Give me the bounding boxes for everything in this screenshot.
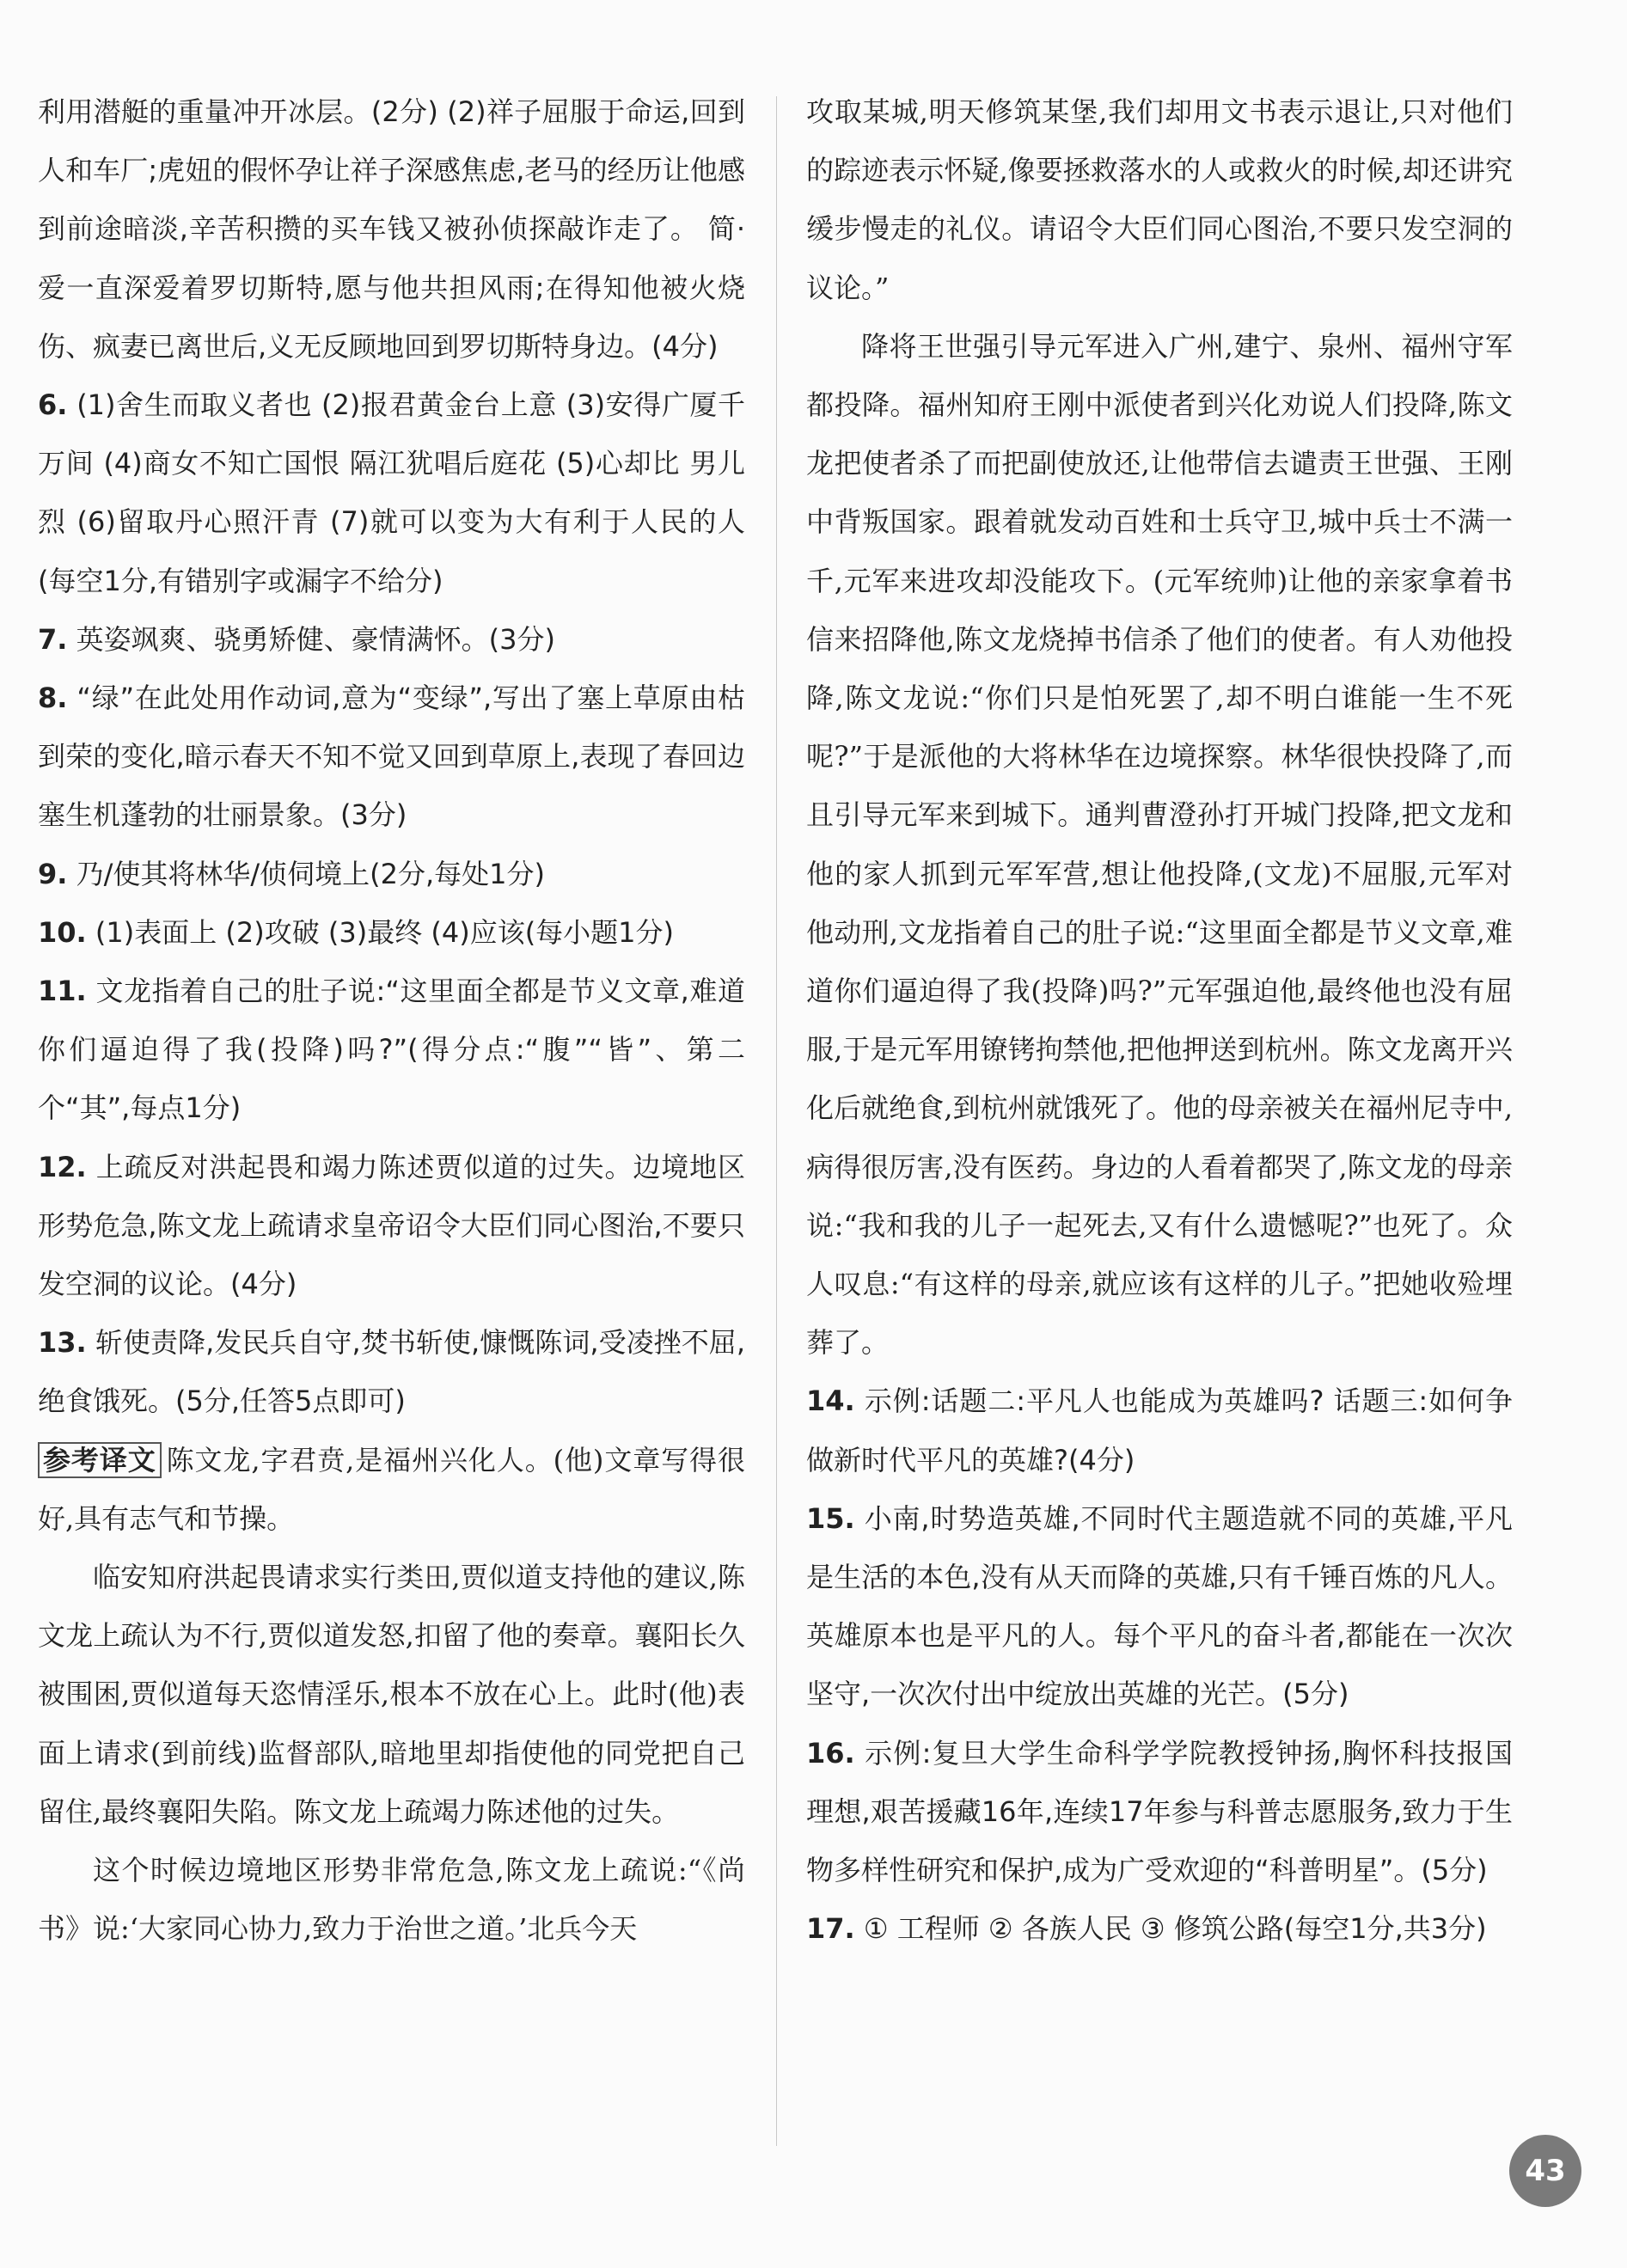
answer-12 (38, 1138, 745, 1314)
answer-text: 小南,时势造英雄,不同时代主题造就不同的英雄,平凡是生活的本色,没有从天而降的英雄,只有千锤百炼的凡人。英雄原本也是平凡的人。每个平凡的奋斗者,都能在一次次坚守,一次次付出中绽放出英雄的光芒。(5分) (806, 1501, 1513, 1711)
answer-14 (806, 1372, 1513, 1489)
question-number: 13. (38, 1326, 87, 1360)
answer-13 (38, 1313, 745, 1430)
answer-9 (38, 845, 745, 903)
question-number: 12. (38, 1150, 87, 1183)
answer-text: 示例:复旦大学生命科学学院教授钟扬,胸怀科技报国理想,艰苦援藏16年,连续17年参与科普志愿服务,致力于生物多样性研究和保护,成为广受欢迎的“科普明星”。(5分) (806, 1736, 1513, 1887)
question-number: 11. (38, 975, 87, 1008)
answer-text: “绿”在此处用作动词,意为“变绿”,写出了塞上草原由枯到荣的变化,暗示春天不知不觉又回到草原上,表现了春回边塞生机蓬勃的壮丽景象。(3分) (38, 682, 745, 832)
question-number: 17. (806, 1912, 855, 1946)
question-number: 15. (806, 1501, 855, 1535)
column-divider (776, 96, 777, 2146)
question-number: 16. (806, 1736, 855, 1770)
reference-translation-p4: 降将王世强引导元军进入广州,建宁、泉州、福州守军都投降。福州知府王刚中派使者到兴化劝说人们投降,陈文龙把使者杀了而把副使放还,让他带信去谴责王世强、王刚中背叛国家。跟着就发动百姓和士兵守卫,城中兵士不满一千,元军来进攻却没能攻下。(元军统帅)让他的亲家拿着书信来招降他,陈文龙烧掉书信杀了他们的使者。有人劝他投降,陈文龙说:“你们只是怕死罢了,却不明白谁能一生不死呢?”于是派他的大将林华在边境探察。林华很快投降了,而且引导元军来到城下。通判曹澄孙打开城门投降,把文龙和他的家人抓到元军军营,想让他投降,(文龙)不屈服,元军对他动刑,文龙指着自己的肚子说:“这里面全都是节义文章,难道你们逼迫得了我(投降)吗?”元军强迫他,最终他也没有屈服,于是元军用镣铐拘禁他,把他押送到杭州。陈文龙离开兴化后就绝食,到杭州就饿死了。他的母亲被关在福州尼寺中,病得很厉害,没有医药。身边的人看着都哭了,陈文龙的母亲说:“我和我的儿子一起死去,又有什么遗憾呢?”也死了。众人叹息:“有这样的母亲,就应该有这样的儿子。”把她收殓埋葬了。 (806, 329, 1513, 1360)
question-number: 9. (38, 857, 68, 890)
answer-text: 乃/使其将林华/侦伺境上(2分,每处1分) (76, 857, 546, 890)
answer-intro: 利用潜艇的重量冲开冰层。(2分) (2)祥子屈服于命运,回到人和车厂;虎妞的假怀孕让祥子深感焦虑,老马的经历让他感到前途暗淡,辛苦积攒的买车钱又被孙侦探敲诈走了。 简·爱一直深爱着罗切斯特,愿与他共担风雨;在得知他被火烧伤、疯妻已离世后,义无反顾地回到罗切斯特身边。(4分) (38, 95, 745, 363)
reference-translation-p1 (38, 1431, 745, 1548)
question-number: 8. (38, 682, 68, 715)
answer-15 (806, 1489, 1513, 1724)
answer-17 (806, 1899, 1513, 1958)
answer-11 (38, 962, 745, 1138)
paragraph-text: 陈文龙,字君贲,是福州兴化人。(他)文章写得很好,具有志气和节操。 (38, 1443, 745, 1535)
question-number: 10. (38, 915, 87, 949)
right-column (806, 83, 1513, 1959)
answer-6 (38, 376, 745, 610)
answer-text: (1)舍生而取义者也 (2)报君黄金台上意 (3)安得广厦千万间 (4)商女不知亡国恨 隔江犹唱后庭花 (5)心却比 男儿烈 (6)留取丹心照汗青 (7)就可以变为大有利于人民的人(每空1分,有错别字或漏字不给分) (38, 388, 745, 597)
question-number: 7. (38, 622, 68, 656)
reference-translation-p3-continued: 攻取某城,明天修筑某堡,我们却用文书表示退让,只对他们的踪迹表示怀疑,像要拯救落水的人或救火的时候,却还讲究缓步慢走的礼仪。请诏令大臣们同心图治,不要只发空洞的议论。” (806, 95, 1513, 304)
answer-text: 英姿飒爽、骁勇矫健、豪情满怀。(3分) (76, 622, 555, 656)
answer-text: 斩使责降,发民兵自守,焚书斩使,慷慨陈词,受凌挫不屈,绝食饿死。(5分,任答5点即可) (38, 1326, 745, 1418)
answer-7 (38, 610, 745, 669)
question-number: 14. (806, 1385, 855, 1418)
reference-translation-label: 参考译文 (38, 1442, 162, 1478)
answer-text: ① 工程师 ② 各族人民 ③ 修筑公路(每空1分,共3分) (863, 1912, 1487, 1946)
left-column (38, 83, 745, 1959)
answer-text: (1)表面上 (2)攻破 (3)最终 (4)应该(每小题1分) (95, 915, 675, 949)
answer-16 (806, 1724, 1513, 1900)
answer-10 (38, 903, 745, 962)
reference-translation-p3: 这个时候边境地区形势非常危急,陈文龙上疏说:“《尚书》说:‘大家同心协力,致力于治世之道。’北兵今天 (38, 1854, 745, 1946)
answer-8 (38, 669, 745, 845)
reference-translation-p2: 临安知府洪起畏请求实行类田,贾似道支持他的建议,陈文龙上疏认为不行,贾似道发怒,扣留了他的奏章。襄阳长久被围困,贾似道每天恣情淫乐,根本不放在心上。此时(他)表面上请求(到前线)监督部队,暗地里却指使他的同党把自己留住,最终襄阳失陷。陈文龙上疏竭力陈述他的过失。 (38, 1561, 745, 1828)
answer-text: 示例:话题二:平凡人也能成为英雄吗? 话题三:如何争做新时代平凡的英雄?(4分) (806, 1385, 1513, 1476)
question-number: 6. (38, 388, 68, 422)
page-number-badge: 43 (1509, 2135, 1581, 2207)
answer-text: 上疏反对洪起畏和竭力陈述贾似道的过失。边境地区形势危急,陈文龙上疏请求皇帝诏令大臣们同心图治,不要只发空洞的议论。(4分) (38, 1150, 745, 1301)
answer-text: 文龙指着自己的肚子说:“这里面全都是节义文章,难道你们逼迫得了我(投降)吗?”(得分点:“腹”“皆”、第二个“其”,每点1分) (38, 975, 745, 1125)
